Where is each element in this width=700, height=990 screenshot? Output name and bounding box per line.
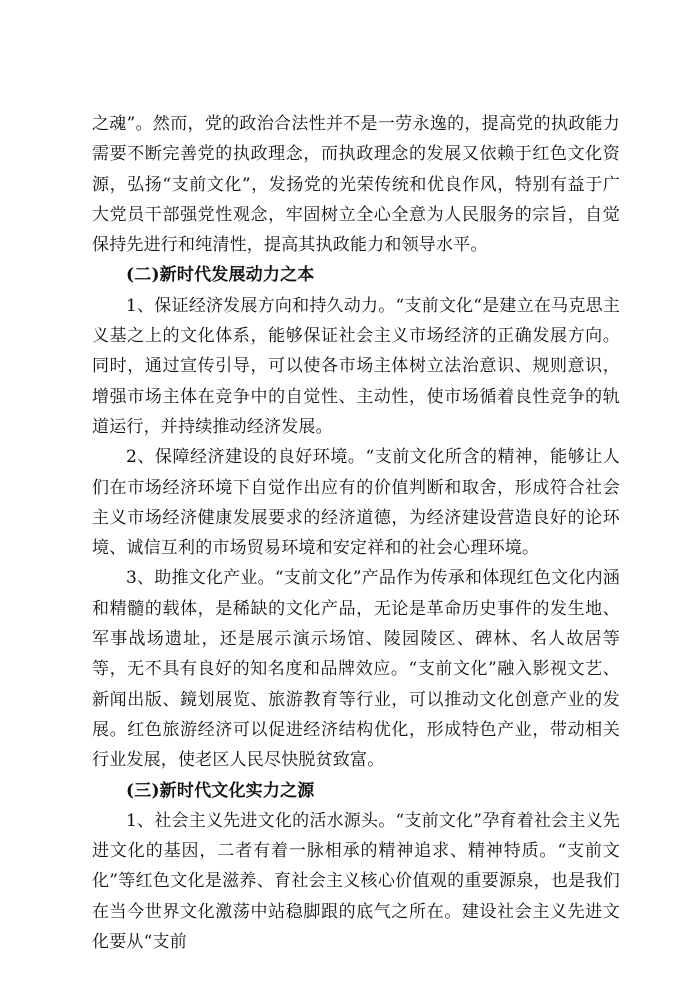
section-heading-2: (二)新时代发展动力之本 — [126, 265, 315, 286]
paragraph-2-3: 3、助推文化产业。“支前文化”产品作为传承和体现红色文化内涵和精髓的载体，是稀缺的文化产品，无论是革命历史事件的发生地、军事战场遗址，还是展示演示场馆、陵园陵区、碑林、名人故居等等，无不具有良好的知名度和品牌效应。“支前文化”融入影视文艺、新闻出版、鏡划展览、旅游教育等行业，可以推动文化创意产业的发展。红色旅游经济可以促进经济结构优化，形成特色产业，带动相关行业发展，使老区人民尽快脱贫致富。 — [92, 568, 620, 771]
section-heading-3: (三)新时代文化实力之源 — [126, 780, 315, 801]
paragraph-2-1: 1、保证经济发展方向和持久动力。“支前文化“是建立在马克思主义基之上的文化体系，能够保证社会主义市场经济的正确发展方向。同时，通过宣传引导，可以使各市场主体树立法治意识、规则意识，增强市场主体在竞争中的自觉性、主动性，使市场循着良性竞争的轨道运行，并持续推动经济发展。 — [92, 295, 620, 437]
paragraph-intro: 之魂”。然而，党的政治合法性并不是一劳永逸的，提高党的执政能力需要不断完善党的执政理念，而执政理念的发展又依赖于红色文化资源，弘扬“支前文化”，发扬党的光荣传统和优良作风，特别有益于广大党员干部强党性观念，牢固树立全心全意为人民服务的宗旨，自觉保持先进行和纯清性，提高其执政能力和领导水平。 — [92, 114, 620, 256]
paragraph-3-1: 1、社会主义先进文化的活水源头。“支前文化”孕育着社会主义先进文化的基因，二者有着一脉相承的精神追求、精神特质。“支前文化”等红色文化是滋养、育社会主义核心价值观的重要源泉，也是我们在当今世界文化激荡中站稳脚跟的底气之所在。建设社会主义先进文化要从“支前 — [92, 810, 620, 953]
paragraph-2-2: 2、保障经济建设的良好环境。“支前文化所含的精神，能够让人们在市场经济环境下自觉作出应有的价值判断和取舍，形成符合社会主义市场经济健康发展要求的经济道德，为经济建设营造良好的论环境、诚信互利的市场贸易环境和安定祥和的社会心理环境。 — [92, 447, 620, 559]
